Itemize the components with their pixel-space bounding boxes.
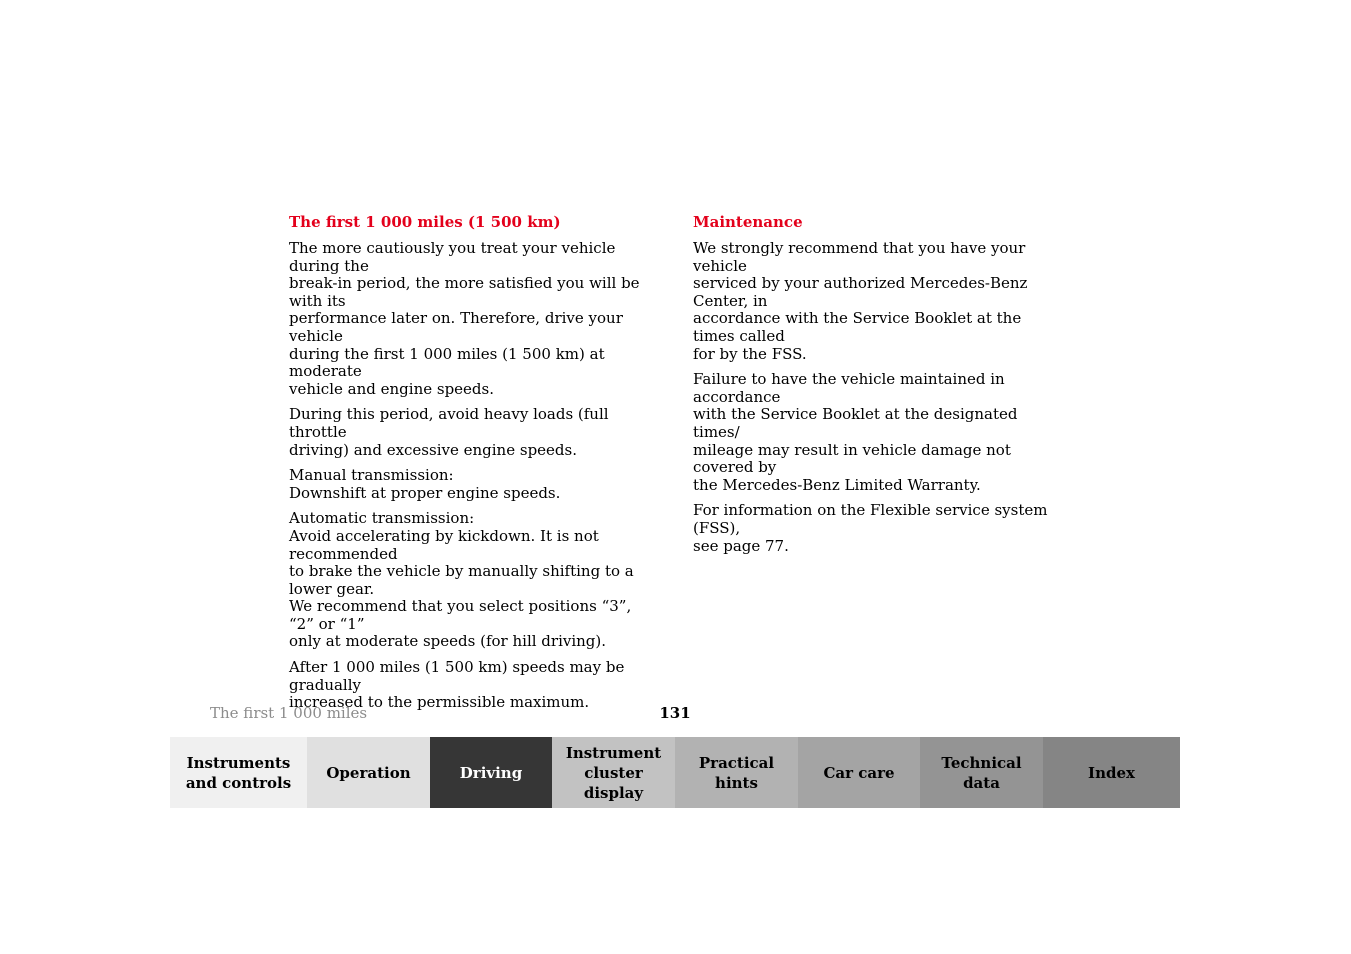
- paragraph-fss-reference: For information on the Flexible service system (FSS), see page 77.: [693, 501, 1048, 555]
- tab-driving[interactable]: Driving: [430, 737, 552, 808]
- paragraph-service-recommendation: We strongly recommend that you have your vehicle serviced by your authorized Mercedes-Benz Center, in accordance with the Service Booklet at the times called for by the FSS.: [693, 239, 1028, 363]
- footer-section-title: The first 1 000 miles: [210, 704, 368, 722]
- tab-operation[interactable]: Operation: [307, 737, 430, 808]
- tab-instrument-cluster-display[interactable]: Instrument cluster display: [552, 737, 675, 808]
- section-heading-maintenance: Maintenance: [693, 213, 803, 231]
- page-number: 131: [659, 704, 691, 722]
- tab-technical-data[interactable]: Technical data: [920, 737, 1043, 808]
- paragraph-after-break-in: After 1 000 miles (1 500 km) speeds may be gradually increased to the permissible maximum.: [289, 658, 625, 712]
- paragraph-automatic-transmission: Automatic transmission: Avoid accelerating by kickdown. It is not recommended to brake the vehicle by manually shifting to a lower gear. We recommend that you select positions “3”, “2” or “1” only at moderate speeds (for hill driving).: [289, 509, 634, 651]
- paragraph-warranty-warning: Failure to have the vehicle maintained in accordance with the Service Booklet at the designated times/ mileage may result in vehicle damage not covered by the Mercedes-Benz Limited Warranty.: [693, 370, 1018, 494]
- tab-instruments-and-controls[interactable]: Instruments and controls: [170, 737, 307, 808]
- chapter-tab-bar: [170, 737, 1180, 808]
- section-heading-first-1000-miles: The first 1 000 miles (1 500 km): [289, 213, 561, 231]
- left-column: [289, 212, 659, 720]
- paragraph-manual-transmission: Manual transmission: Downshift at proper engine speeds.: [289, 466, 561, 502]
- right-column: [693, 212, 1063, 563]
- tab-car-care[interactable]: Car care: [798, 737, 920, 808]
- paragraph-break-in: The more cautiously you treat your vehicle during the break-in period, the more satisfied you will be with its performance later on. Therefore, drive your vehicle during the first 1 000 miles (1 500 km) at moderate vehicle and engine speeds.: [289, 239, 640, 398]
- paragraph-avoid-heavy-loads: During this period, avoid heavy loads (full throttle driving) and excessive engine speeds.: [289, 405, 609, 459]
- tab-practical-hints[interactable]: Practical hints: [675, 737, 798, 808]
- tab-index[interactable]: Index: [1043, 737, 1180, 808]
